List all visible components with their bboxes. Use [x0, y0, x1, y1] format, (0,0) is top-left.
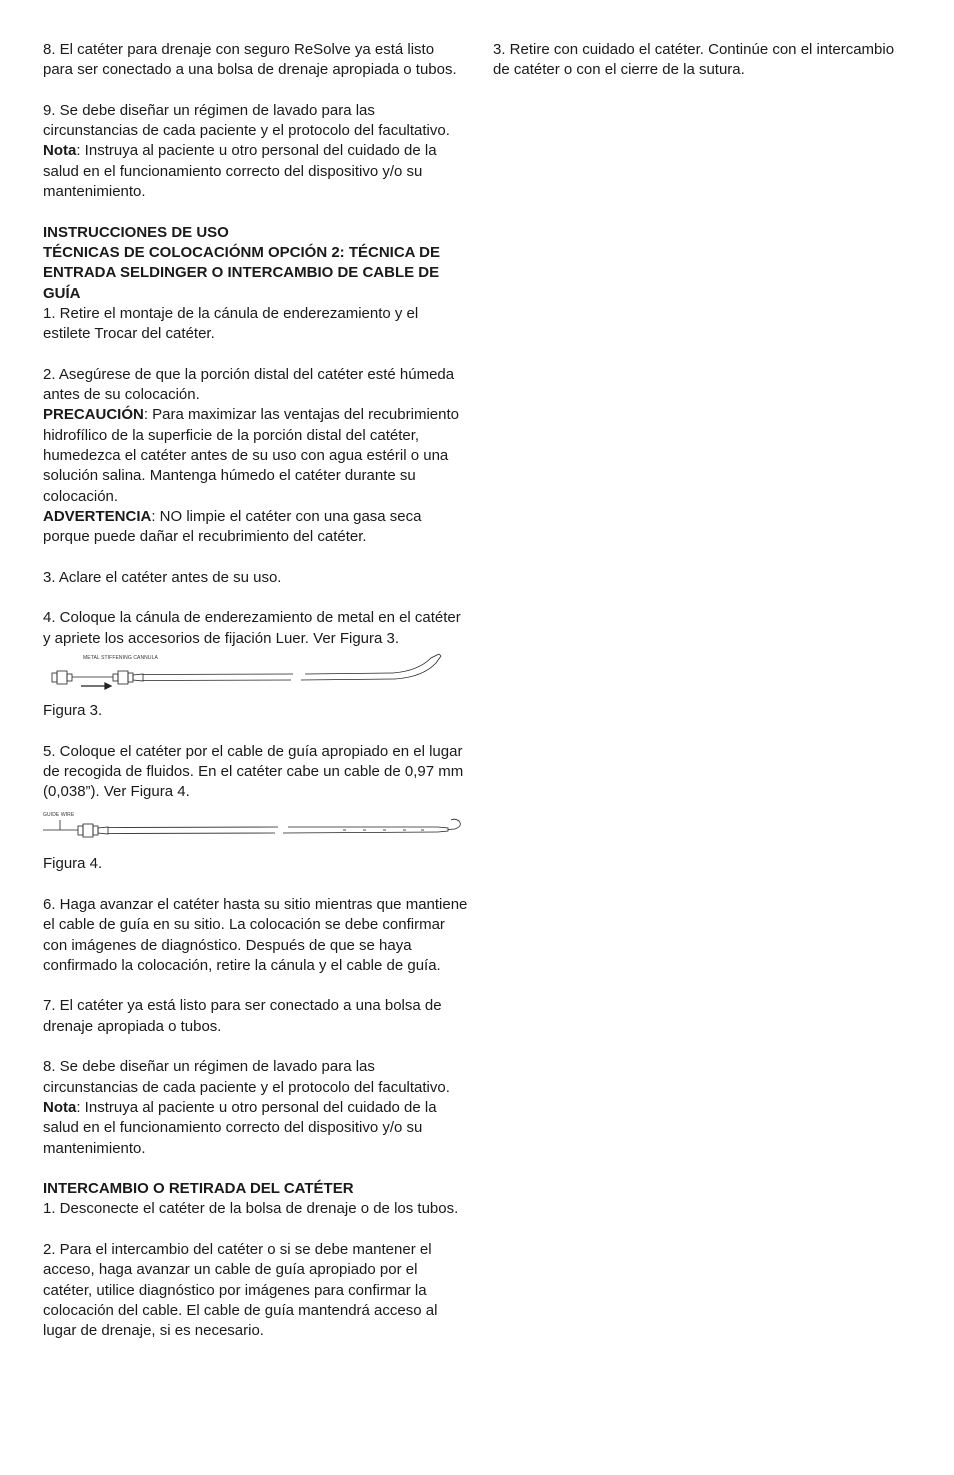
figure-4-caption: Figura 4.	[43, 855, 103, 873]
right-column	[493, 40, 913, 81]
section-heading-instructions: INSTRUCCIONES DE USO	[43, 223, 229, 241]
step-3-rinse: 3. Aclare el catéter antes de su uso.	[43, 568, 282, 586]
note-text-2: : Instruya al paciente u otro personal del cuidado de la salud en el funcionamiento correcto del dispositivo y/o su mantenimiento.	[43, 1098, 437, 1157]
step-5-guide-wire: 5. Coloque el catéter por el cable de guía apropiado en el lugar de recogida de fluidos. En el catéter cabe un cable de 0,97 mm (0,038”). Ver Figura 4.	[43, 742, 464, 801]
left-column	[43, 40, 468, 1342]
figure-3-caption: Figura 3.	[43, 701, 103, 719]
precaution-text: : Para maximizar las ventajas del recubrimiento hidrofílico de la superficie de la porción distal del catéter, humedezca el catéter antes de su uso con agua estéril o una solución salina. Mantenga húmedo el catéter durante su colocación.	[43, 406, 459, 505]
note-label-2: Nota	[43, 1098, 77, 1116]
section-heading-exchange: INTERCAMBIO O RETIRADA DEL CATÉTER	[43, 1180, 354, 1198]
catheter-guide-wire-drawing	[43, 806, 468, 852]
section-heading-technique: TÉCNICAS DE COLOCACIÓNM OPCIÓN 2: TÉCNICA DE ENTRADA SELDINGER O INTERCAMBIO DE CABLE DE GUÍA	[43, 243, 440, 302]
figure-4-diagram	[43, 806, 468, 852]
step-8-flush	[43, 1057, 468, 1158]
flush-text-2: 8. Se debe diseñar un régimen de lavado para las circunstancias de cada paciente y el protocolo del facultativo.	[43, 1058, 450, 1096]
catheter-cannula-drawing	[43, 653, 468, 699]
step-9-flush	[43, 101, 468, 202]
step-4-cannula: 4. Coloque la cánula de enderezamiento de metal en el catéter y apriete los accesorios de fijación Luer. Ver Figura 3.	[43, 609, 461, 647]
figure-3-label: METAL STIFFENING CANNULA	[83, 654, 158, 661]
note-label: Nota	[43, 142, 77, 160]
warning-label: ADVERTENCIA	[43, 507, 152, 525]
figure-3-diagram	[43, 653, 468, 699]
step-2-wet	[43, 365, 468, 548]
wet-text: 2. Asegúrese de que la porción distal del catéter esté húmeda antes de su colocación.	[43, 365, 455, 404]
warning-text: : NO limpie el catéter con una gasa seca porque puede dañar el recubrimiento del catéter.	[43, 507, 422, 546]
step-1-remove: 1. Retire el montaje de la cánula de enderezamiento y el estilete Trocar del catéter.	[43, 304, 419, 343]
figure-4-label: GUIDE WIRE	[43, 812, 75, 819]
flush-text: 9. Se debe diseñar un régimen de lavado para las circunstancias de cada paciente y el protocolo del facultativo.	[43, 101, 450, 140]
note-text: : Instruya al paciente u otro personal del cuidado de la salud en el funcionamiento correcto del dispositivo y/o su mantenimiento.	[43, 142, 437, 201]
precaution-label: PRECAUCIÓN	[43, 406, 144, 424]
step-6-advance: 6. Haga avanzar el catéter hasta su sitio mientras que mantiene el cable de guía en su sitio. La colocación se debe confirmar con imágenes de diagnóstico. Después de que se haya confirmado la colocación, retire la cánula y el cable de guía.	[43, 895, 468, 974]
removal-step-1: 1. Desconecte el catéter de la bolsa de drenaje o de los tubos.	[43, 1200, 459, 1218]
step-7-connect: 7. El catéter ya está listo para ser conectado a una bolsa de drenaje apropiada o tubos.	[43, 997, 442, 1035]
removal-step-3: 3. Retire con cuidado el catéter. Continúe con el intercambio de catéter o con el cierre de la sutura.	[493, 41, 895, 79]
removal-step-2: 2. Para el intercambio del catéter o si se debe mantener el acceso, haga avanzar un cable de guía apropiado por el catéter, utilice diagnóstico por imágenes para confirmar la colocación del cable. El cable de guía mantendrá acceso al lugar de drenaje, si es necesario.	[43, 1241, 438, 1340]
step-8-connect: 8. El catéter para drenaje con seguro ReSolve ya está listo para ser conectado a una bolsa de drenaje apropiada o tubos.	[43, 41, 457, 79]
